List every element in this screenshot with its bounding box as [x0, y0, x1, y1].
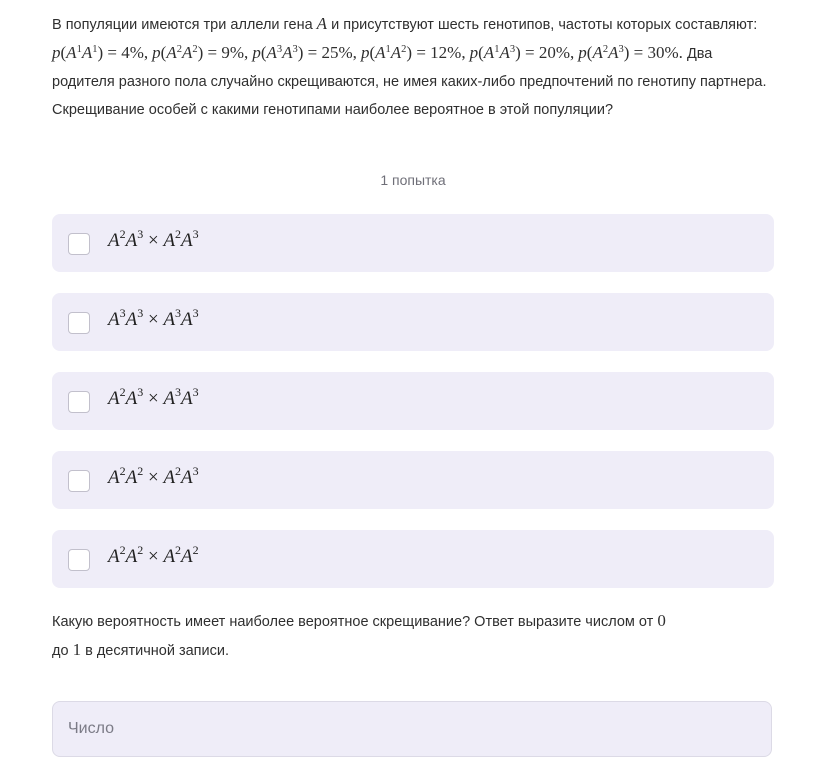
- freq-a1a1: $p(A^1A^1) = 4\%$,: [52, 43, 149, 62]
- attempts-counter: 1 попытка: [380, 172, 446, 188]
- option-5[interactable]: [52, 530, 774, 588]
- question-2-part-b: до: [52, 643, 69, 659]
- option-checkbox[interactable]: [68, 233, 90, 255]
- option-label: $A^2A^3 \times A^2A^3$: [108, 227, 199, 251]
- option-checkbox[interactable]: [68, 470, 90, 492]
- num-one: 1: [72, 640, 82, 659]
- option-label: $A^3A^3 \times A^3A^3$: [108, 306, 199, 330]
- question-2-part-c: в десятичной записи.: [85, 643, 229, 659]
- freq-a2a2: $p(A^2A^2) = 9\%$,: [152, 43, 249, 62]
- freq-a3a3: $p(A^3A^3) = 25\%$,: [252, 43, 357, 62]
- option-checkbox[interactable]: [68, 549, 90, 571]
- option-1[interactable]: [52, 214, 774, 272]
- question-2-part-a: Какую вероятность имеет наиболее вероятное скрещивание? Ответ выразите числом от: [52, 614, 654, 630]
- option-label: $A^2A^3 \times A^3A^3$: [108, 385, 199, 409]
- num-zero: 0: [657, 611, 666, 630]
- freq-a1a3: $p(A^1A^3) = 20\%$,: [469, 43, 575, 62]
- option-checkbox[interactable]: [68, 391, 90, 413]
- option-4[interactable]: [52, 451, 774, 509]
- option-2[interactable]: [52, 293, 774, 351]
- question-text: [52, 10, 774, 124]
- answer-input[interactable]: [52, 701, 772, 757]
- question-tail: Два родителя разного пола случайно скрещиваются, не имея каких-либо предпочтений по генотипу партнера. Скрещивание особей с какими генотипами наиболее вероятное в этой популяции?: [52, 46, 767, 118]
- gene-symbol: A: [316, 14, 328, 33]
- freq-a2a3: $p(A^2A^3) = 30\%$.: [578, 43, 683, 62]
- option-checkbox[interactable]: [68, 312, 90, 334]
- option-label: $A^2A^2 \times A^2A^3$: [108, 464, 199, 488]
- option-label: $A^2A^2 \times A^2A^2$: [108, 543, 199, 567]
- question-intro: В популяции имеются три аллели гена: [52, 17, 313, 33]
- freq-a1a2: $p(A^1A^2) = 12\%$,: [360, 43, 466, 62]
- option-3[interactable]: [52, 372, 774, 430]
- question-intro-after: и присутствуют шесть генотипов, частоты которых составляют:: [331, 17, 758, 33]
- question-2-text: [52, 607, 774, 665]
